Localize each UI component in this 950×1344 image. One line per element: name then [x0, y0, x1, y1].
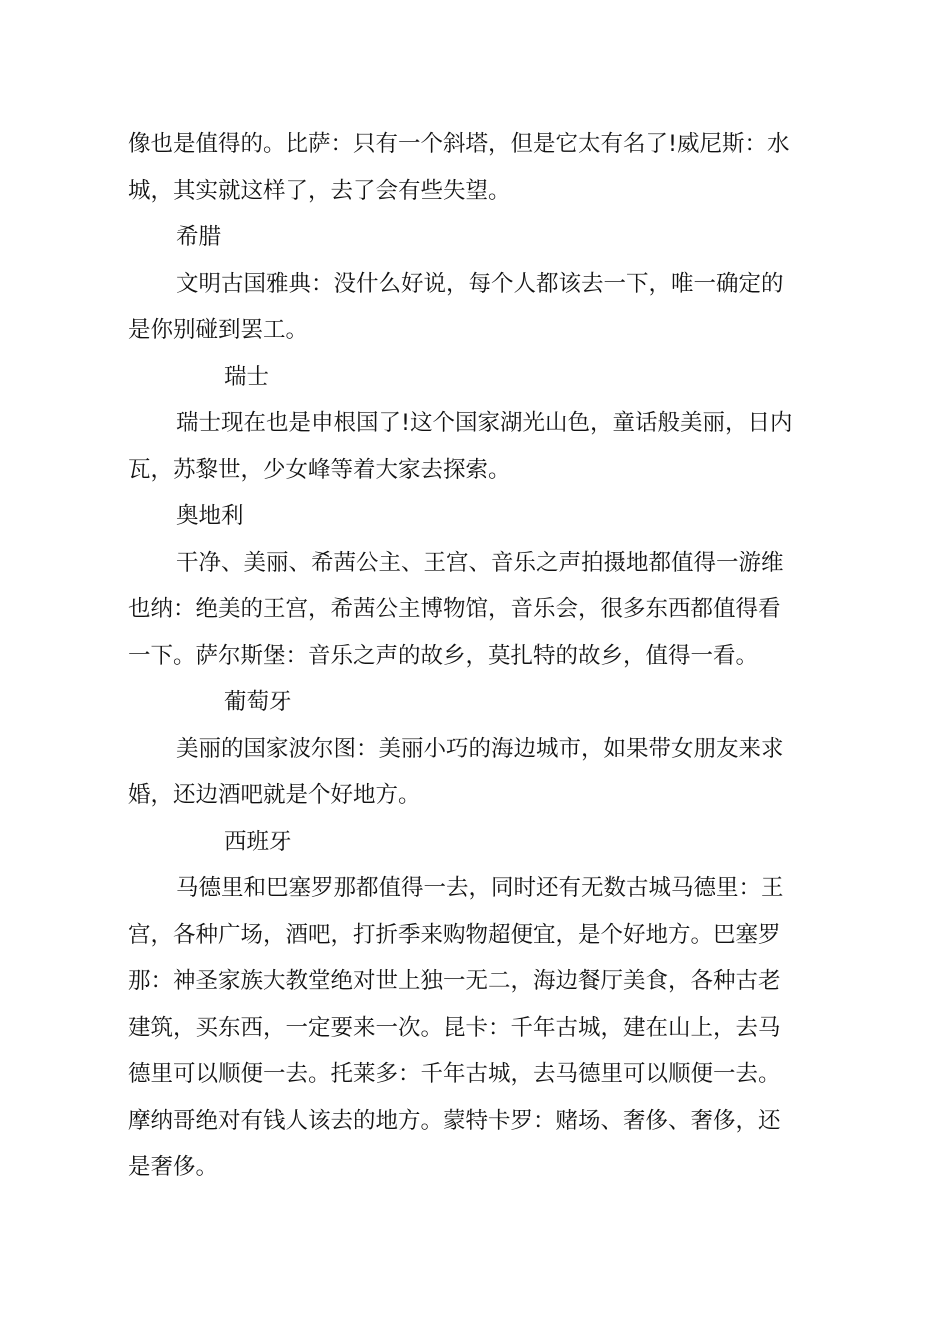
- text-line: 文明古国雅典：没什么好说，每个人都该去一下，唯一确定的: [176, 270, 784, 297]
- text-line: 马德里和巴塞罗那都值得一去，同时还有无数古城马德里：王: [176, 875, 784, 901]
- text-line: 婚，还边酒吧就是个好地方。: [128, 782, 421, 808]
- text-line: 那：神圣家族大教堂绝对世上独一无二，海边餐厅美食，各种古老: [128, 968, 781, 994]
- document-body: [128, 121, 830, 1191]
- text-line: 摩纳哥绝对有钱人该去的地方。蒙特卡罗：赌场、奢侈、奢侈，还: [128, 1107, 781, 1134]
- section-heading: 西班牙: [224, 828, 292, 855]
- text-line: 是你别碰到罢工。: [128, 317, 309, 343]
- section-heading: 希腊: [176, 224, 222, 250]
- section-heading: 瑞士: [224, 363, 270, 390]
- text-line: 美丽的国家波尔图：美丽小巧的海边城市，如果带女朋友来求: [176, 735, 784, 762]
- text-line: 宫，各种广场，酒吧，打折季来购物超便宜，是个好地方。巴塞罗: [128, 921, 781, 948]
- text-line: 瑞士现在也是申根国了!这个国家湖光山色，童话般美丽，日内: [176, 410, 793, 436]
- text-line: 德里可以顺便一去。托莱多：千年古城，去马德里可以顺便一去。: [128, 1061, 781, 1087]
- text-line: 是奢侈。: [128, 1154, 219, 1180]
- section-heading: 葡萄牙: [224, 689, 292, 715]
- section-heading: 奥地利: [176, 503, 244, 529]
- text-line: 城，其实就这样了，去了会有些失望。: [128, 177, 511, 204]
- text-line: 一下。萨尔斯堡：音乐之声的故乡，莫扎特的故乡，值得一看。: [128, 642, 759, 669]
- text-line: 建筑，买东西，一定要来一次。昆卡：千年古城，建在山上，去马: [128, 1014, 781, 1041]
- text-line: 像也是值得的。比萨：只有一个斜塔，但是它太有名了!威尼斯：水: [128, 131, 790, 157]
- text-line: 也纳：绝美的王宫，希茜公主博物馆，音乐会，很多东西都值得看: [128, 596, 781, 622]
- text-line: 干净、美丽、希茜公主、王宫、音乐之声拍摄地都值得一游维: [176, 549, 784, 576]
- text-line: 瓦，苏黎世，少女峰等着大家去探索。: [128, 456, 511, 483]
